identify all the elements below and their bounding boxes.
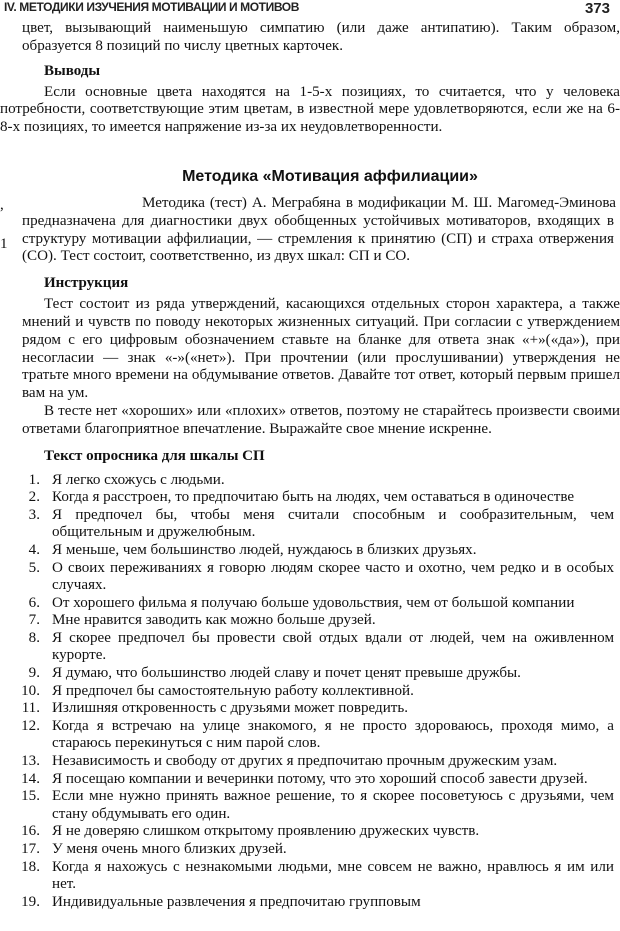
page-number: 373 [584, 0, 610, 17]
margin-mark: 1 [0, 235, 8, 252]
questionnaire-list [0, 472, 620, 912]
method-title: Методика «Мотивация аффилиации» [182, 167, 478, 185]
list-item: 5. О своих переживаниях я говорю людям скорее часто и охотно, чем редко и в особых случаях. [28, 559, 614, 594]
instruction-heading: Инструкция [44, 275, 129, 292]
instruction-paragraph: В тесте нет «хороших» или «плохих» ответов, поэтому не старайтесь произвести своими ответами благоприятное впечатление. Выражайте свое мнение искренне. [22, 402, 620, 437]
list-item: 11. Излишняя откровенность с друзьями может повредить. [21, 700, 409, 717]
page-body [0, 20, 620, 911]
page-header [2, 0, 620, 18]
conclusions-paragraph: Если основные цвета находятся на 1-5-х позициях, то считается, что у человека потребности, соответствующие этим цветам, в известной мере удовлетворяются, если же на 6-8-х позициях, то имеется напряжение из-за их неудовлетворенности. [0, 83, 620, 136]
list-item: 19. Индивидуальные развлечения я предпочитаю групповым [21, 893, 421, 910]
list-item: 8. Я скорее предпочел бы провести свой отдых вдали от людей, чем на оживленном курорте. [28, 629, 614, 664]
list-item: 13. Независимость и свободу от других я предпочитаю прочным дружеским узам. [21, 753, 558, 770]
list-item: 1. Я легко схожусь с людьми. [28, 471, 225, 488]
running-title: IV. МЕТОДИКИ ИЗУЧЕНИЯ МОТИВАЦИИ И МОТИВОВ [4, 0, 299, 14]
conclusions-heading: Выводы [44, 62, 101, 79]
list-item: 4. Я меньше, чем большинство людей, нуждаюсь в близких друзьях. [28, 541, 477, 558]
list-item: 10. Я предпочел бы самостоятельную работу коллективной. [21, 682, 414, 699]
list-item: 16. Я не доверяю слишком открытому проявлению дружеских чувств. [21, 823, 480, 840]
list-item: 9. Я думаю, что большинство людей славу и почет ценят превыше дружбы. [28, 665, 521, 682]
questionnaire-heading: Текст опросника для шкалы СП [44, 447, 265, 464]
list-item: 6. От хорошего фильма я получаю больше удовольствия, чем от большой компании [28, 594, 575, 611]
list-item: 3. Я предпочел бы, чтобы меня считали способным и сообразительным, чем общительным и дружелюбным. [28, 506, 614, 541]
list-item: 18. Когда я нахожусь с незнакомыми людьми, мне совсем не важно, нравлюсь я им или нет. [21, 858, 614, 893]
margin-mark: , [0, 196, 4, 213]
method-intro-text: предназначена для диагностики двух обобщенных устойчивых мотиваторов, входящих в структуру мотивации аффилиации, — стремления к принятию (СП) и страха отвержения (СО). Тест состоит, соответственно, из двух шкал: СП и СО. [22, 212, 614, 265]
continuation-paragraph: цвет, вызывающий наименьшую симпатию (или даже антипатию). Таким образом, образуется 8 позиций по числу цветных карточек. [22, 20, 620, 54]
method-intro [0, 195, 620, 266]
list-item: 12. Когда я встречаю на улице знакомого, я не просто здороваюсь, проходя мимо, а стараюсь перекинуться с ним парой слов. [21, 717, 614, 752]
list-item: 15. Если мне нужно принять важное решение, то я скорее посоветуюсь с друзьями, чем стану обдумывать его один. [21, 788, 614, 822]
list-item: 14. Я посещаю компании и вечеринки потому, что это хороший способ завести друзей. [21, 770, 588, 787]
list-item: 17. У меня очень много близких друзей. [21, 841, 287, 858]
list-item: 2. Когда я расстроен, то предпочитаю быть на людях, чем оставаться в одиночестве [28, 489, 575, 506]
list-item: 7. Мне нравится заводить как можно больше друзей. [28, 612, 376, 629]
instruction-paragraph: Тест состоит из ряда утверждений, касающихся отдельных сторон характера, а также мнений и чувств по поводу некоторых жизненных ситуаций. При согласии с утверждением рядом с его цифровым обозначением ставьте на бланке для ответа знак «+»(«да»), при несогласии — знак «-»(«нет»). При прочтении (или прослушивании) утверждения не тратьте много времени на обдумывание ответов. Давайте тот ответ, который первым пришел вам на ум. [22, 296, 620, 402]
method-intro-first-line: Методика (тест) А. Меграбяна в модификации М. Ш. Магомед-Эминова [142, 194, 616, 211]
